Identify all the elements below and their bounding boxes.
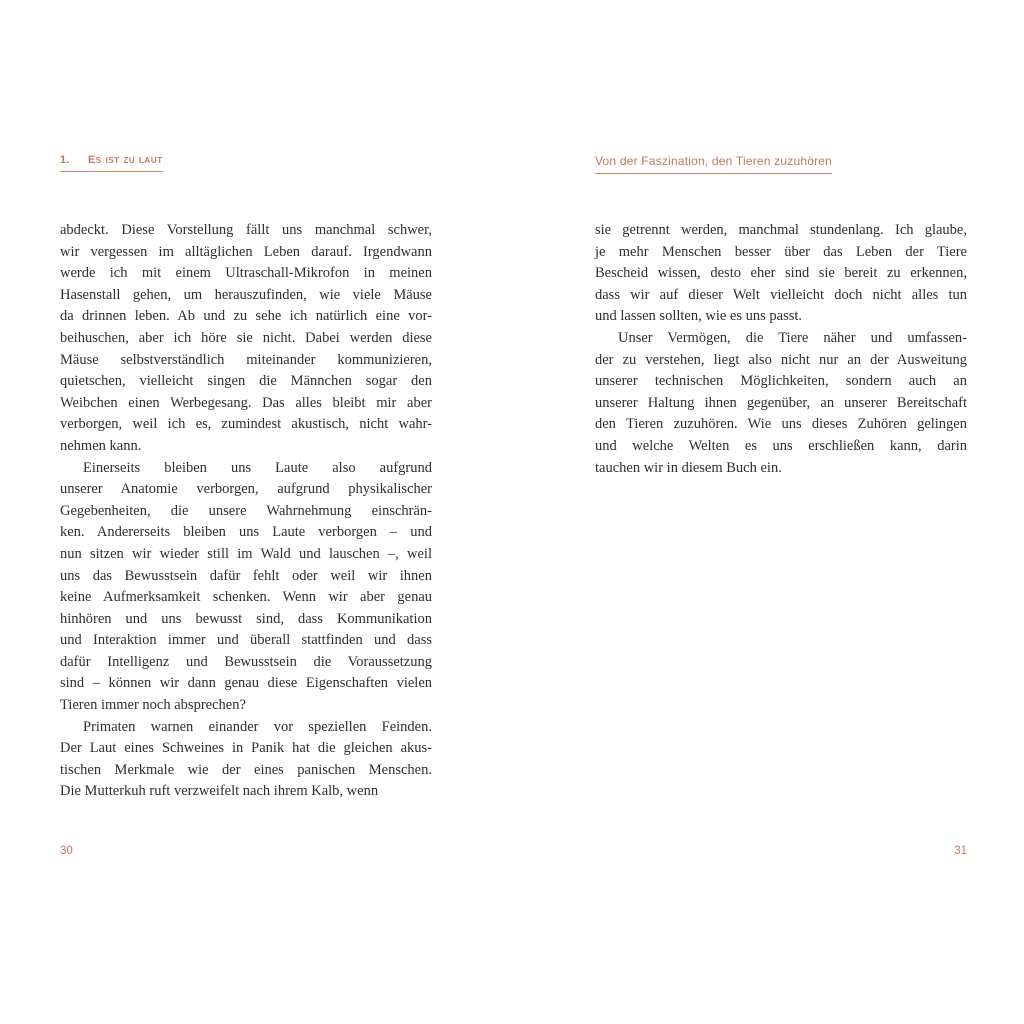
text-line: verborgen, weil ich es, zumindest akustisch, nicht wahr- <box>60 416 432 433</box>
text-line: den Tieren zuzuhören. Wie uns dieses Zuhören gelingen <box>595 416 967 433</box>
text-line: Der Laut eines Schweines in Panik hat die gleichen akus- <box>60 740 432 757</box>
text-line: Mäuse selbstverständlich miteinander kommunizieren, <box>60 351 432 368</box>
text-line: abdeckt. Diese Vorstellung fällt uns manchmal schwer, <box>60 222 432 238</box>
paragraph <box>60 220 432 458</box>
text-line: und Interaktion immer und überall stattfinden und dass <box>60 632 432 649</box>
text-line: hinhören und uns bewusst sind, dass Kommunikation <box>60 610 432 627</box>
text-line: Unser Vermögen, die Tiere näher und umfassen- <box>618 329 967 346</box>
text-line: Hasenstall gehen, um herauszufinden, wie viele Mäuse <box>60 286 432 303</box>
text-line: da drinnen leben. Ab und zu sehe ich natürlich eine vor- <box>60 308 432 325</box>
text-line: Tieren immer noch absprechen? <box>60 697 246 714</box>
paragraph <box>60 458 432 717</box>
text-line: sind – können wir dann genau diese Eigenschaften vielen <box>60 675 432 692</box>
right-page-number: 31 <box>954 845 967 857</box>
text-line: Die Mutterkuh ruft verzweifelt nach ihrem Kalb, wenn <box>60 783 379 800</box>
text-line: nehmen kann. <box>60 437 142 454</box>
text-line: quietschen, vielleicht singen die Männchen sogar den <box>60 373 432 390</box>
paragraph <box>595 328 967 479</box>
text-line: dass wir auf dieser Welt vielleicht doch nicht alles tun <box>595 286 967 303</box>
text-line: Einerseits bleiben uns Laute also aufgrund <box>83 459 432 476</box>
text-line: sie getrennt werden, manchmal stundenlang. Ich glaube, <box>595 222 967 238</box>
text-line: unserer Haltung ihnen gegenüber, an unserer Bereitschaft <box>595 394 967 411</box>
right-page <box>512 0 1024 1024</box>
left-page-number: 30 <box>60 845 73 857</box>
text-line: dafür Intelligenz und Bewusstsein die Voraussetzung <box>60 653 432 670</box>
right-body-text <box>595 220 967 479</box>
text-line: tauchen wir in diesem Buch ein. <box>595 459 782 476</box>
text-line: und welche Welten es uns erschließen kann, darin <box>595 437 967 454</box>
text-line: werde ich mit einem Ultraschall-Mikrofon in meinen <box>60 265 432 282</box>
paragraph <box>60 717 432 803</box>
right-running-head <box>595 154 832 174</box>
text-line: keine Aufmerksamkeit schenken. Wenn wir aber genau <box>60 589 432 606</box>
text-line: Primaten warnen einander vor speziellen Feinden. <box>83 718 432 735</box>
text-line: Weibchen einen Werbegesang. Das alles bleibt mir aber <box>60 394 432 411</box>
text-line: der zu verstehen, liegt also nicht nur an der Ausweitung <box>595 351 967 368</box>
text-line: Bescheid wissen, desto eher sind sie bereit zu erkennen, <box>595 265 967 282</box>
text-line: beihuschen, aber ich höre sie nicht. Dabei werden diese <box>60 329 432 346</box>
text-line: tischen Merkmale wie der eines panischen Menschen. <box>60 761 432 778</box>
left-running-head <box>60 154 163 172</box>
text-line: je mehr Menschen besser über das Leben der Tiere <box>595 243 967 260</box>
text-line: Gegebenheiten, die unsere Wahrnehmung einschrän- <box>60 502 432 519</box>
text-line: wir vergessen im alltäglichen Leben darauf. Irgendwann <box>60 243 432 260</box>
chapter-title: Es ist zu laut <box>88 154 163 166</box>
text-line: uns das Bewusstsein dafür fehlt oder weil wir ihnen <box>60 567 432 584</box>
text-line: unserer Anatomie verborgen, aufgrund physikalischer <box>60 481 432 498</box>
paragraph <box>595 220 967 328</box>
text-line: unserer technischen Möglichkeiten, sondern auch an <box>595 373 967 390</box>
chapter-number: 1. <box>60 154 70 166</box>
text-line: und lassen sollten, wie es uns passt. <box>595 308 803 325</box>
text-line: nun sitzen wir wieder still im Wald und lauschen –, weil <box>60 545 432 562</box>
text-line: ken. Andererseits bleiben uns Laute verborgen – und <box>60 524 432 541</box>
left-body-text <box>60 220 432 803</box>
section-title: Von der Faszination, den Tieren zuzuhören <box>595 154 833 168</box>
